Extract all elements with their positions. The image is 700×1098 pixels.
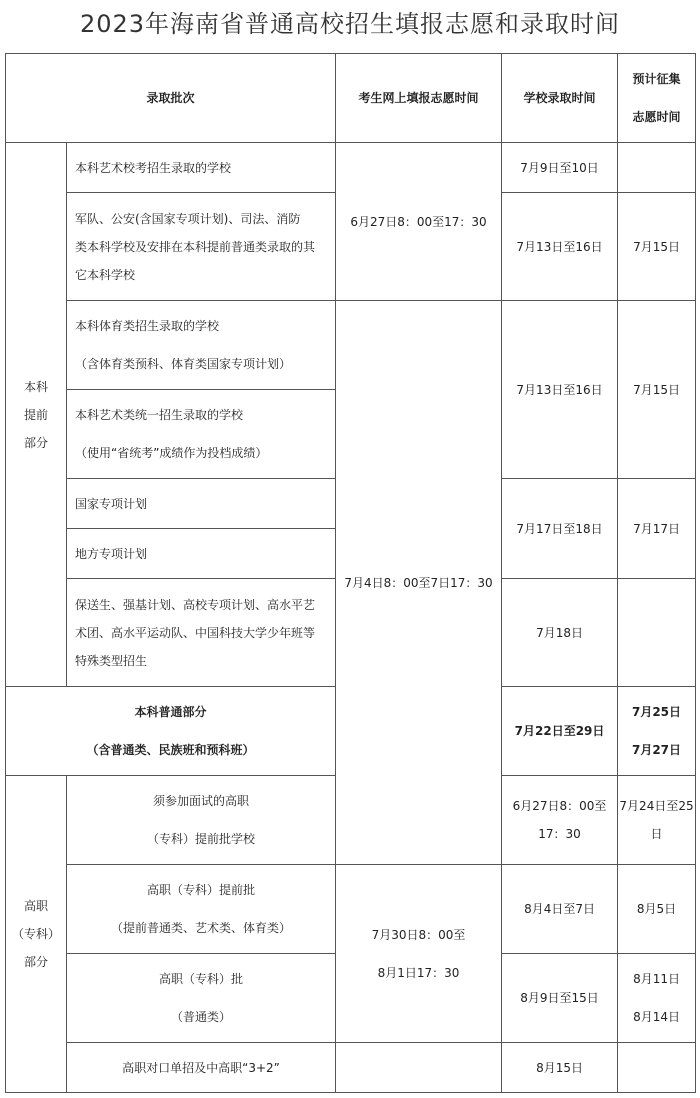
fill-time-cell: 6月27日8：00至17：30 [502, 776, 618, 865]
batch-name-line: 须参加面试的高职 [153, 794, 250, 808]
batch-name-line: 术团、高水平运动队、中国科技大学少年班等 [75, 625, 316, 640]
supplement-time-cell [618, 143, 696, 193]
header-supplement-line1: 预计征集 [632, 72, 681, 86]
admission-time-cell: 7月17日至18日 [502, 479, 618, 579]
batch-name-line: 本科体育类招生录取的学校 [75, 319, 220, 333]
table-row [6, 301, 696, 390]
supplement-time-cell [618, 579, 696, 687]
header-fill-time: 考生网上填报志愿时间 [336, 54, 502, 143]
supplement-time-cell [618, 1043, 696, 1093]
admission-time-cell: 7月22日至29日 [502, 687, 618, 776]
supplement-time-cell: 8月5日 [618, 865, 696, 954]
batch-name-line: 类本科学校及安排在本科提前普通类录取的其 [75, 239, 316, 254]
batch-name-line: 高职（专科）提前批 [147, 883, 256, 897]
batch-name-line: 保送生、强基计划、高校专项计划、高水平艺 [75, 597, 316, 612]
supplement-line: 8月11日 [633, 972, 680, 986]
table-row [6, 1043, 696, 1093]
fill-time-line: 8月1日17：30 [377, 965, 460, 980]
header-supplement-line2: 志愿时间 [632, 110, 681, 124]
batch-name-line: （含体育类预科、体育类国家专项计划） [75, 357, 292, 371]
category-line: 部分 [23, 955, 48, 969]
supplement-time-cell [618, 954, 696, 1043]
supplement-time-cell: 7月15日 [618, 193, 696, 301]
schedule-table [5, 53, 696, 1093]
batch-name [67, 301, 336, 390]
header-supplement-time [618, 54, 696, 143]
admission-time-cell: 7月9日至10日 [502, 143, 618, 193]
header-batch: 录取批次 [6, 54, 336, 143]
batch-name-line: 特殊类型招生 [75, 653, 148, 668]
supplement-time-cell: 7月17日 [618, 479, 696, 579]
category-line: 高职 [23, 899, 48, 913]
fill-time-line: 7月30日8：00至 [371, 927, 466, 942]
batch-name-line: （专科）提前批学校 [147, 832, 256, 846]
batch-name [67, 579, 336, 687]
batch-name: 国家专项计划 [67, 479, 336, 529]
table-header-row [6, 54, 696, 143]
batch-name-line: （普通类） [171, 1010, 232, 1024]
supplement-line: 8月14日 [633, 1010, 680, 1024]
fill-time-cell: 7月4日8：00至7日17：30 [336, 301, 502, 865]
fill-time-cell: 6月27日8：00至17：30 [336, 143, 502, 301]
batch-name [67, 776, 336, 865]
category-line: 本科 [23, 379, 48, 394]
batch-name-line: （提前普通类、艺术类、体育类） [111, 921, 292, 935]
batch-name-line: 本科普通部分 [134, 705, 207, 719]
batch-name: 地方专项计划 [67, 529, 336, 579]
batch-name [67, 390, 336, 479]
category-early-undergrad [6, 143, 67, 687]
admission-time-cell: 8月9日至15日 [502, 954, 618, 1043]
table-row [6, 143, 696, 193]
batch-name [67, 193, 336, 301]
batch-name-line: 高职（专科）批 [159, 972, 244, 986]
admission-time-cell: 7月18日 [502, 579, 618, 687]
category-line: 部分 [23, 435, 48, 450]
batch-name-line: （使用“省统考”成绩作为投档成绩） [75, 446, 268, 460]
batch-name-regular [6, 687, 336, 776]
admission-time-cell: 7月13日至16日 [502, 301, 618, 479]
batch-name-line: 本科艺术类统一招生录取的学校 [75, 408, 244, 422]
admission-time-cell: 8月4日至7日 [502, 865, 618, 954]
table-row [6, 865, 696, 954]
category-line: 提前 [23, 407, 48, 422]
supplement-line: 7月27日 [631, 743, 682, 757]
header-admission-time: 学校录取时间 [502, 54, 618, 143]
batch-name-line: 军队、公安(含国家专项计划)、司法、消防 [75, 211, 301, 226]
fill-time-cell [336, 865, 502, 1043]
supplement-line: 7月25日 [631, 705, 682, 719]
supplement-time-cell [618, 687, 696, 776]
admission-time-cell: 7月13日至16日 [502, 193, 618, 301]
admission-time-cell: 7月24日至25日 [618, 776, 696, 865]
batch-name-line: （含普通类、民族班和预科班） [86, 743, 255, 757]
batch-name: 本科艺术校考招生录取的学校 [67, 143, 336, 193]
category-line: （专科） [11, 927, 60, 941]
batch-name [67, 954, 336, 1043]
fill-time-cell [336, 1043, 502, 1093]
admission-time-cell: 8月15日 [502, 1043, 618, 1093]
supplement-time-cell: 7月15日 [618, 301, 696, 479]
category-vocational [6, 776, 67, 1093]
batch-name [67, 865, 336, 954]
batch-name-line: 它本科学校 [75, 267, 136, 282]
page-title: 2023年海南省普通高校招生填报志愿和录取时间 [79, 10, 621, 38]
batch-name: 高职对口单招及中高职“3+2” [67, 1043, 336, 1093]
